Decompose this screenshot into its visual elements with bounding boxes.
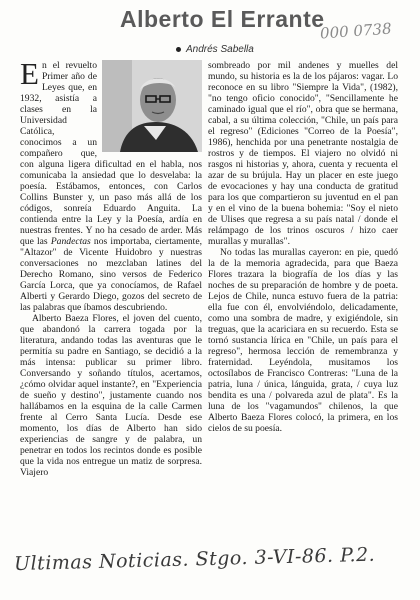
paragraph-text: n el revuelto Primer año de Leyes que, en 1932, asistía a clases en la Universidad Católica, conocimos a un compañero que, con alguna ligera dificultad en el habla, nos comunicaba la ansiedad que lo desvelaba: la poesía. Estábamos, entonces, con Carlos Collins Bunster y, un paso más allá de los códigos, sonreía Eduardo Anguita. La contienda entre la Ley y la Poesía, ardía en nuestras frentes. Y no ha cesado de arder. Más que las bbox=[20, 60, 202, 247]
author-name: Andrés Sabella bbox=[186, 44, 254, 55]
article-title: Alberto El Errante bbox=[120, 6, 325, 32]
archive-stamp-number: 000 0738 bbox=[319, 19, 393, 43]
paragraph: Alberto Baeza Flores, el joven del cuento, que abandonó la carrera togada por la literatura, andando todas las aventuras que le permitía su padre en Santiago, se decidió a la más intensa: publicar su primer libro. Conversando y soñando títulos, acertamos, ¿cómo olvidar aquel instante?, en "Experiencia de sueño y destino", justamente cuando nos hallábamos en la esquina de la calle Carmen frente al Cerro Santa Lucía. Desde ese momento, los días de Alberto han sido experiencias de sangre y de palabra, un penetrar en todos los recintos donde es posible que la vida nos entregue un matiz de sorpresa. Viajero bbox=[20, 313, 202, 478]
byline bbox=[176, 44, 254, 55]
italic-title: Pandectas bbox=[50, 236, 91, 247]
paragraph-text: nos importaba, ciertamente, "Altazor" de Vicente Huidobro y nuestras conversaciones no mezclaban latines del Derecho Romano, sino versos de Federico García Lorca, que ya conocíamos, de Rafael Alberti y Gerardo Diego, gozos del secreto de las palabras que íbamos descubriendo. bbox=[20, 236, 202, 313]
author-photo bbox=[102, 60, 202, 152]
bullet-icon bbox=[176, 47, 181, 52]
text-column-left bbox=[20, 60, 202, 546]
text-column-right bbox=[208, 60, 398, 546]
paragraph: sombreado por mil andenes y muelles del mundo, su historia es la de los pájaros: vagar. Lo reconoce en su libro "Siempre la Vida", (1982), "no tengo oficio conocido", "Sencillamente he caminado igual que el río", obra que se hermana, cabal, a su última colección, "Chile, un país para el regreso" (Ediciones "Correo de la Poesía", 1986), henchida por una penetrante nostalgia de rostros y de tiempos. El viajero no olvidó ni rasgos ni historias y, ahora, cuenta y recuenta el azar de su brújula. Hay un placer en este juego de evocaciones y hay una conducta de gratitud para los que compartieron su juventud en el pan y en el vino de la buena bohemia: "Soy el nieto de Ulises que regresa a su país natal / donde el relámpago de los trinos oscuros / hizo caer murallas y murallas". bbox=[208, 60, 398, 247]
portrait-icon bbox=[102, 60, 202, 152]
paragraph: No todas las murallas cayeron: en pie, quedó la de la memoria agradecida, para que Baeza Flores trazara la biografía de los días y las noches de su preparación de hombre y de poeta. Lejos de Chile, nunca estuvo fuera de la patria: ella fue con él, envolviéndolo, delicadamente, como una sombra de madre, y exigiéndole, sin treguas, que la acariciara en su recuerdo. Esta se tornó sustancia lírica en "Chile, un país para el regreso", hermosa lección de remembranza y fraternidad. Leyéndola, musitamos los octosílabos de Francisco Contreras: "Luna de la patria, luna / única, lánguida, grata, / cuya luz bendita es una / polvareda azul de plata". Es la luna de los "vagamundos" chilenos, la que Alberto Baeza Flores colocó, la primera, en los cielos de su poesía. bbox=[208, 247, 398, 434]
drop-cap: E bbox=[20, 60, 39, 91]
handwritten-source-note: Ultimas Noticias. Stgo. 3-VI-86. P.2. bbox=[13, 543, 376, 576]
